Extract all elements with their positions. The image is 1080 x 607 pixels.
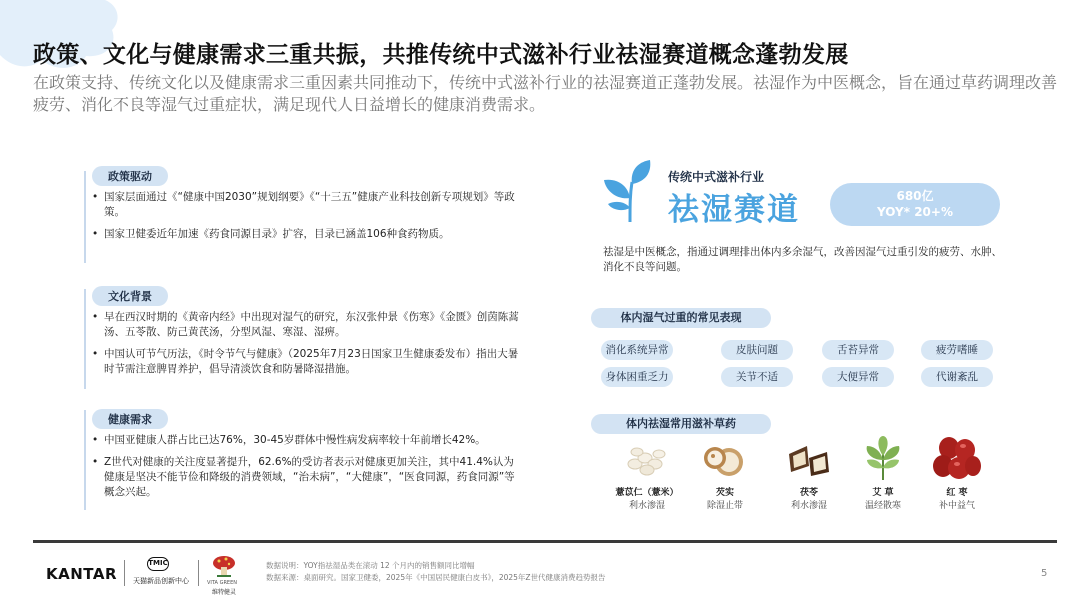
bullet-item: • 国家卫健委近年加速《药食同源目录》扩容，目录已涵盖106种食药物质。 [90,227,520,242]
poria-icon [785,436,833,482]
footnote-data-source: 数据来源：桌面研究。国家卫健委，2025年《中国居民健康白皮书》，2025年Z世代健康消费趋势报告 [266,573,606,582]
herb-effect: 除湿止带 [706,501,743,511]
symptom-tag: 疲劳嗜睡 [921,340,993,360]
section-heading: 文化背景 [92,286,168,306]
vitagreen-logo-cn: 维特健灵 [212,589,237,596]
mugwort-icon [859,434,907,482]
section-policy [90,165,520,249]
bullet-item: • 中国认可节气历法，《时令节气与健康》（2025年7月23日国家卫生健康委发布）指出大暑时节需注意脾胃养护，倡导清淡饮食和防暑降湿措施。 [90,347,520,377]
bullet-item: • 国家层面通过《“健康中国2030”规划纲要》《“十三五”健康产业科技创新专项规划》等政策。 [90,190,520,220]
herbs-header: 体内祛湿常用滋补草药 [591,414,771,434]
section-divider [84,410,86,510]
section-health [90,408,520,507]
tmic-logo: TMIC [147,557,169,571]
vitagreen-mushroom-logo [211,553,237,579]
section-divider [84,289,86,389]
logo-divider [124,560,125,586]
herb-item [774,436,844,511]
market-size-value: 680亿 [896,189,934,203]
herb-effect: 温经散寒 [864,501,901,511]
kantar-logo: KANTAR [46,565,118,583]
section-heading: 政策驱动 [92,166,168,186]
section-culture [90,285,520,384]
symptom-tag: 皮肤问题 [721,340,793,360]
symptoms-header: 体内湿气过重的常见表现 [591,308,771,328]
symptom-tag: 代谢紊乱 [921,367,993,387]
herb-item [690,436,760,511]
herb-effect: 利水渗湿 [790,501,827,511]
page-subtitle: 在政策支持、传统文化以及健康需求三重因素共同推动下，传统中式滋补行业的祛湿赛道正蓬勃发展。祛湿作为中医概念，旨在通过草药调理改善疲劳、消化不良等湿气过重症状，满足现代人日益增长的健康消费需求。 [33,73,1058,114]
section-divider [84,171,86,263]
section-heading: 健康需求 [92,409,168,429]
herb-name: 艾 草 [872,488,894,498]
symptom-tag: 消化系统异常 [601,340,673,360]
market-stat-badge [830,183,1000,226]
brand-subtitle: 传统中式滋补行业 [668,170,765,184]
herb-name: 薏苡仁（薏米） [615,488,679,498]
herb-effect: 利水渗湿 [628,501,665,511]
page-number: 5 [1041,568,1048,579]
symptom-tag: 身体困重乏力 [601,367,673,387]
symptom-tag: 关节不适 [721,367,793,387]
herb-effect: 补中益气 [938,501,975,511]
logo-divider [198,560,199,586]
herb-item [922,434,992,511]
market-growth-value: YOY* 20+% [877,205,953,219]
vitagreen-logo-en: VITA GREEN [207,580,237,586]
page-title: 政策、文化与健康需求三重共振，共推传统中式滋补行业祛湿赛道概念蓬勃发展 [33,42,849,68]
bullet-item: • 早在西汉时期的《黄帝内经》中出现对湿气的研究，东汉张仲景《伤寒》《金匮》创茵陈蒿汤、五苓散、防己黄芪汤，分型风湿、寒湿、湿痹。 [90,310,520,340]
leaf-sprout-icon [600,160,660,225]
concept-description: 祛湿是中医概念，指通过调理排出体内多余湿气，改善因湿气过重引发的疲劳、水肿、消化不良等问题。 [603,246,1002,273]
footnote-data-note: 数据说明：YOY指祛湿品类在滚动 12 个月内的销售额同比增幅 [266,561,475,570]
bullet-item: • 中国亚健康人群占比已达76%，30-45岁群体中慢性病发病率较十年前增长42%。 [90,433,520,448]
symptom-tag: 大便异常 [822,367,894,387]
bullet-item: • Z世代对健康的关注度显著提升，62.6%的受访者表示对健康更加关注，其中41.4%认为健康是坚决不能节俭和降级的消费领域，“治未病”，“大健康”，“医食同源，药食同源”等概念兴起。 [90,455,520,500]
footer-divider [33,540,1057,543]
herb-name: 红 枣 [946,488,968,498]
coix-seed-icon [623,436,671,482]
red-date-icon [931,434,983,482]
herb-item [848,434,918,511]
symptom-tag: 舌苔异常 [822,340,894,360]
herb-name: 芡实 [715,488,734,498]
tmic-logo-text: 天猫新品创新中心 [133,577,189,585]
euryale-seed-icon [701,436,749,482]
brand-title: 祛湿赛道 [668,192,800,228]
herb-name: 茯苓 [799,488,818,498]
herb-item [612,436,682,511]
